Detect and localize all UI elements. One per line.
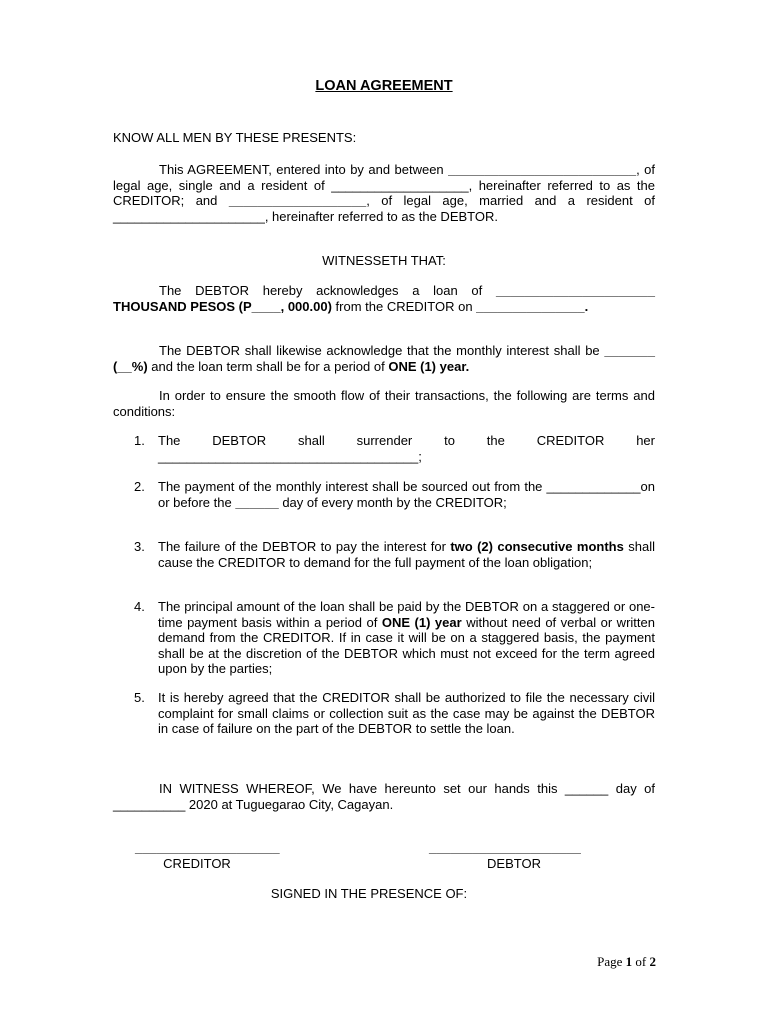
- term-item: [113, 539, 655, 570]
- loan-date-blank[interactable]: _______________.: [476, 298, 589, 314]
- signed-presence-heading: SIGNED IN THE PRESENCE OF:: [270, 886, 468, 901]
- term-text: without need of verbal or written demand from the CREDITOR. If in case it will be on a staggered basis, the payment shall be at the discretion of the DEBTOR which must not exceed for the term agreed upon by the parties;: [158, 614, 655, 676]
- intro-text-2: , of legal age, single and a resident of ___________________, hereinafter referred to as the CREDITOR; and: [113, 162, 655, 208]
- intro-paragraph: [113, 162, 655, 224]
- loan-amount-blank[interactable]: ______________________ THOUSAND PESOS (P____, 000.00): [113, 283, 655, 314]
- debtor-label: DEBTOR: [487, 856, 541, 871]
- page-word: Page: [597, 954, 626, 969]
- document-title: LOAN AGREEMENT: [315, 78, 453, 94]
- preamble: KNOW ALL MEN BY THESE PRESENTS:: [113, 130, 357, 145]
- debtor-name-blank[interactable]: ___________________: [228, 193, 367, 208]
- creditor-signature-line[interactable]: ____________________: [135, 840, 280, 855]
- page-number: [560, 954, 656, 970]
- term-text: The payment of the monthly interest shall be sourced out from the _____________on or before the: [158, 479, 655, 510]
- term-item: [113, 690, 655, 737]
- debtor-signature-line[interactable]: _____________________: [429, 840, 581, 855]
- term-text: It is hereby agreed that the CREDITOR shall be authorized to file the necessary civil complaint for small claims or collection suit as the case may be against the DEBTOR in case of failure on the part of the DEBTOR to settle the loan.: [158, 690, 655, 736]
- creditor-name-blank[interactable]: __________________________: [448, 162, 637, 177]
- creditor-label: CREDITOR: [163, 856, 231, 871]
- term-number: 1.: [134, 433, 145, 448]
- witnesseth-heading: WITNESSETH THAT:: [322, 253, 446, 268]
- term-text: day of every month by the CREDITOR;: [278, 494, 507, 510]
- term-number: 5.: [134, 690, 145, 705]
- interest-rate-blank[interactable]: _______ (__%): [113, 343, 655, 374]
- payment-day-blank[interactable]: ______: [235, 494, 279, 510]
- term-text: The principal amount of the loan shall be paid by the DEBTOR on a staggered or one-time payment basis within a period of: [158, 599, 655, 630]
- terms-intro: In order to ensure the smooth flow of their transactions, the following are terms and conditions:: [113, 388, 655, 419]
- current-page: 1: [625, 954, 633, 969]
- term-number: 4.: [134, 599, 145, 614]
- term-text: The failure of the DEBTOR to pay the interest for: [158, 539, 451, 554]
- interest-paragraph: [113, 343, 655, 374]
- term-bold: ONE (1) year: [381, 614, 462, 630]
- interest-text-1: The DEBTOR shall likewise acknowledge that the monthly interest shall be: [159, 343, 605, 358]
- of-word: of: [632, 954, 650, 969]
- interest-text-2: and the loan term shall be for a period of: [147, 358, 389, 374]
- term-number: 3.: [134, 539, 145, 554]
- loan-term: ONE (1) year.: [388, 358, 470, 374]
- term-bold: two (2) consecutive months: [450, 539, 624, 554]
- term-text: shall cause the CREDITOR to demand for the full payment of the loan obligation;: [158, 539, 655, 570]
- term-item: [113, 479, 655, 510]
- intro-text-3: , of legal age, married and a resident of _____________________, hereinafter referred to as the DEBTOR.: [113, 193, 655, 224]
- witness-whereof: IN WITNESS WHEREOF, We have hereunto set our hands this ______ day of __________ 2020 at Tuguegarao City, Cagayan.: [113, 781, 655, 812]
- loan-paragraph: [113, 283, 655, 314]
- term-item: [113, 433, 655, 464]
- term-number: 2.: [134, 479, 145, 494]
- term-text: The DEBTOR shall surrender to the CREDITOR her ____________________________________;: [158, 433, 655, 464]
- intro-text-1: This AGREEMENT, entered into by and between: [159, 162, 449, 177]
- loan-text-1: The DEBTOR hereby acknowledges a loan of: [159, 283, 496, 298]
- total-pages: 2: [649, 954, 656, 969]
- loan-text-2: from the CREDITOR on: [331, 298, 477, 314]
- term-item: [113, 599, 655, 677]
